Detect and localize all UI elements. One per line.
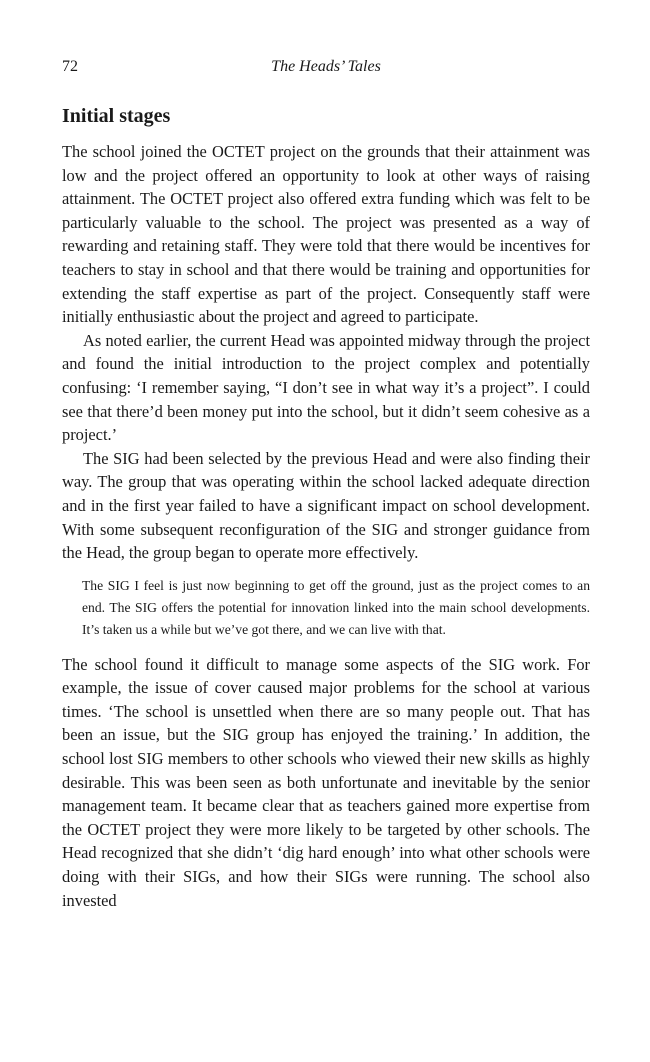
book-page — [62, 58, 590, 912]
page-number: 72 — [62, 58, 78, 75]
section-heading: Initial stages — [62, 105, 171, 127]
paragraph: As noted earlier, the current Head was appointed midway through the project and found the initial introduction to the project complex and potentially confusing: ‘I remember saying, “I don’t see in what way it’s a project”. I could see that there’d been money put into the school, but it didn’t seem cohesive as a project.’ — [62, 330, 590, 445]
running-title: The Heads’ Tales — [271, 58, 381, 75]
paragraph: The school joined the OCTET project on the grounds that their attainment was low and the project offered an opportunity to look at other ways of raising attainment. The OCTET project also offered extra funding which was felt to be particularly valuable to the school. The project was presented as a way of rewarding and retaining staff. They were told that there would be incentives for teachers to stay in school and that there would be training and opportunities for extending the staff expertise as part of the project. Consequently staff were initially enthusiastic about the project and agreed to participate. — [62, 142, 590, 327]
block-quote: The SIG I feel is just now beginning to get off the ground, just as the project comes to an end. The SIG offers the potential for innovation linked into the main school developments. It’s taken us a while but we’ve got there, and we can live with that. — [82, 577, 590, 637]
body-text — [62, 140, 590, 565]
running-head — [62, 58, 590, 84]
paragraph: The school found it difficult to manage some aspects of the SIG work. For example, the issue of cover caused major problems for the school at various times. ‘The school is unsettled when there are so many people out. That has been an issue, but the SIG group has enjoyed the training.’ In addition, the school lost SIG members to other schools who viewed their new skills as highly desirable. This was been seen as both unfortunate and inevitable by the senior management team. It became clear that as teachers gained more expertise from the OCTET project they were more likely to be targeted by other schools. The Head recognized that she didn’t ‘dig hard enough’ into what other schools were doing with their SIGs, and how their SIGs were running. The school also invested — [62, 654, 590, 910]
paragraph: The SIG had been selected by the previous Head and were also finding their way. The group that was operating within the school lacked adequate direction and in the first year failed to have a significant impact on school development. With some subsequent reconfiguration of the SIG and stronger guidance from the Head, the group began to operate more effectively. — [62, 448, 590, 563]
